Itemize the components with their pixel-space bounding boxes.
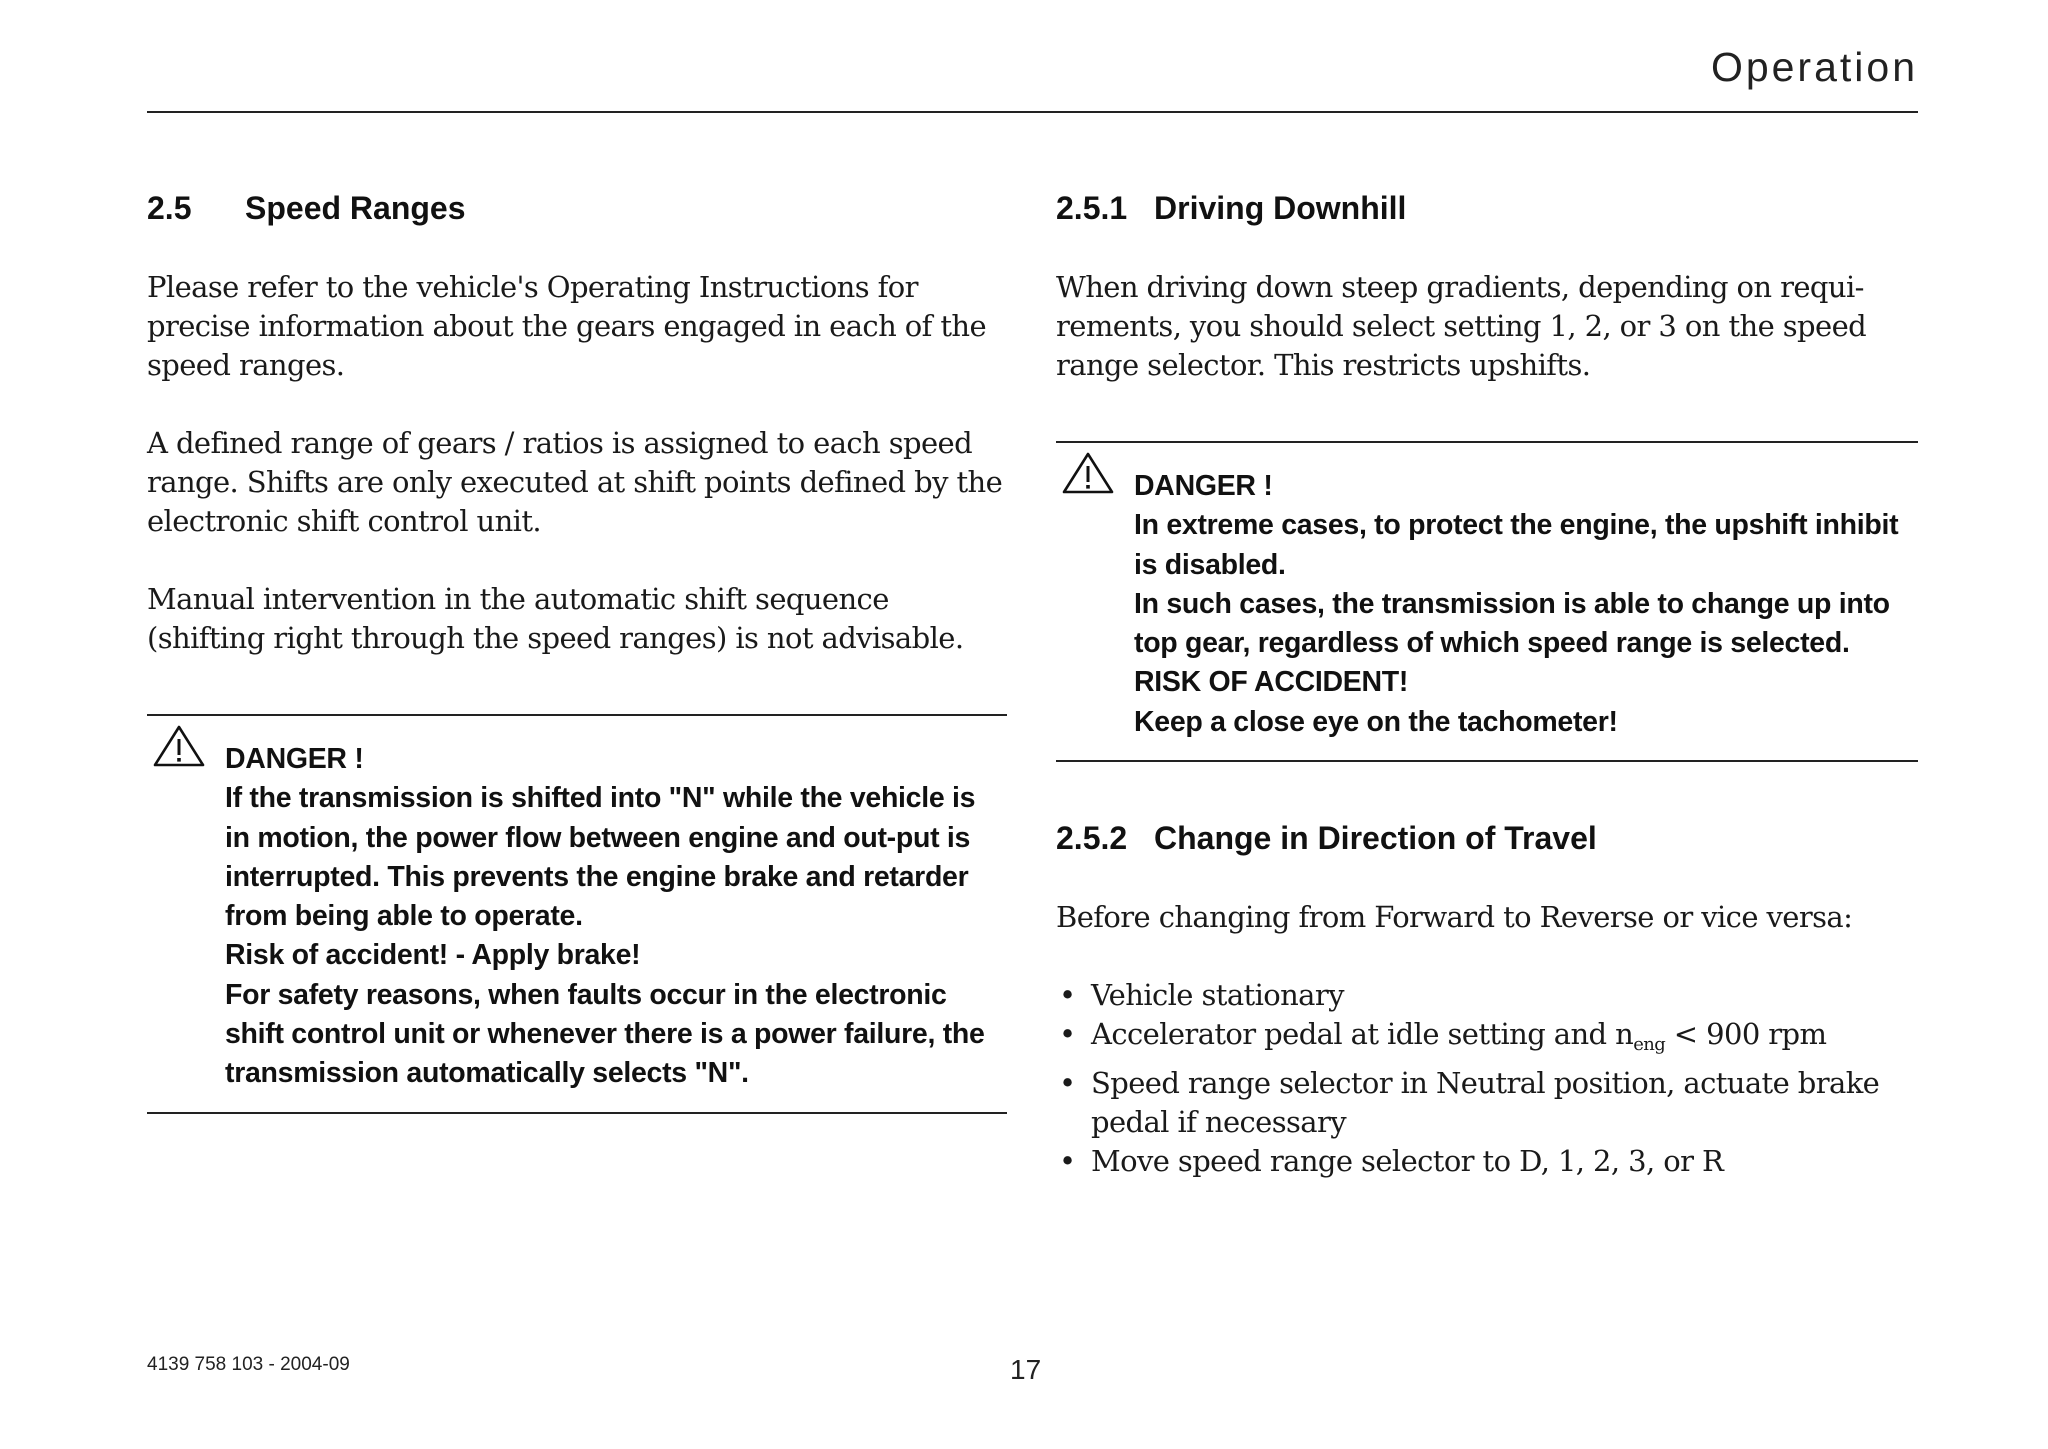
danger-text: If the transmission is shifted into "N" while the vehicle is in motion, the power flow between engine and out-put is interrupted. This prevents the engine brake and retarder from being able to operate. <box>225 782 976 933</box>
paragraph: Before changing from Forward to Reverse or vice versa: <box>1056 900 1853 935</box>
paragraph: When driving down steep gradients, depending on requi-rements, you should select setting 1, 2, or 3 on the speed range selector. This restricts upshifts. <box>1056 270 1867 382</box>
section-title: Change in Direction of Travel <box>1154 820 1597 857</box>
right-column <box>1056 190 1918 1181</box>
bullet-list <box>1056 976 1918 1181</box>
danger-text: Keep a close eye on the tachometer! <box>1134 705 1618 738</box>
danger-text: Risk of accident! - Apply brake! <box>225 939 641 972</box>
section-number: 2.5 <box>147 190 192 226</box>
danger-text: In such cases, the transmission is able to change up into top gear, regardless of which speed range is selected. <box>1134 587 1890 660</box>
danger-text: In extreme cases, to protect the engine, the upshift inhibit is disabled. <box>1134 509 1899 581</box>
section-heading-speed-ranges <box>147 190 1007 230</box>
page-number: 17 <box>1010 1354 1042 1385</box>
page-header-title: Operation <box>1710 44 1918 90</box>
document-code: 4139 758 103 - 2004-09 <box>147 1354 350 1375</box>
warning-triangle-icon <box>1062 451 1114 495</box>
paragraph: A defined range of gears / ratios is assigned to each speed range. Shifts are only executed at shift points defined by the electronic shift control unit. <box>147 426 1003 538</box>
section-heading-change-direction <box>1056 820 1918 860</box>
danger-text: For safety reasons, when faults occur in the electronic shift control unit or whenever there is a power failure, the transmission automatically selects "N". <box>225 978 985 1090</box>
section-number: 2.5.1 <box>1056 190 1128 226</box>
paragraph: Please refer to the vehicle's Operating Instructions for precise information about the gears engaged in each of the speed ranges. <box>147 270 987 382</box>
left-column <box>147 190 1007 1114</box>
danger-notice <box>147 714 1007 1114</box>
paragraph: Manual intervention in the automatic shift sequence (shifting right through the speed ranges) is not advisable. <box>147 582 964 655</box>
danger-notice <box>1056 441 1918 762</box>
danger-text: RISK OF ACCIDENT! <box>1134 666 1409 699</box>
header-rule <box>147 111 1918 113</box>
list-item: • Accelerator pedal at idle setting and $n_{eng} < 900$ rpm <box>1056 1015 1918 1064</box>
list-item: • Vehicle stationary <box>1056 976 1918 1015</box>
list-item: • Move speed range selector to D, 1, 2, 3, or R <box>1056 1142 1918 1181</box>
section-title: Driving Downhill <box>1154 190 1407 226</box>
danger-label: DANGER ! <box>225 743 364 775</box>
section-number: 2.5.2 <box>1056 820 1128 857</box>
danger-label: DANGER ! <box>1134 470 1273 502</box>
section-heading-driving-downhill <box>1056 190 1918 230</box>
warning-triangle-icon <box>153 724 205 768</box>
section-title: Speed Ranges <box>245 190 466 226</box>
list-item: • Speed range selector in Neutral position, actuate brake pedal if necessary <box>1056 1064 1918 1142</box>
